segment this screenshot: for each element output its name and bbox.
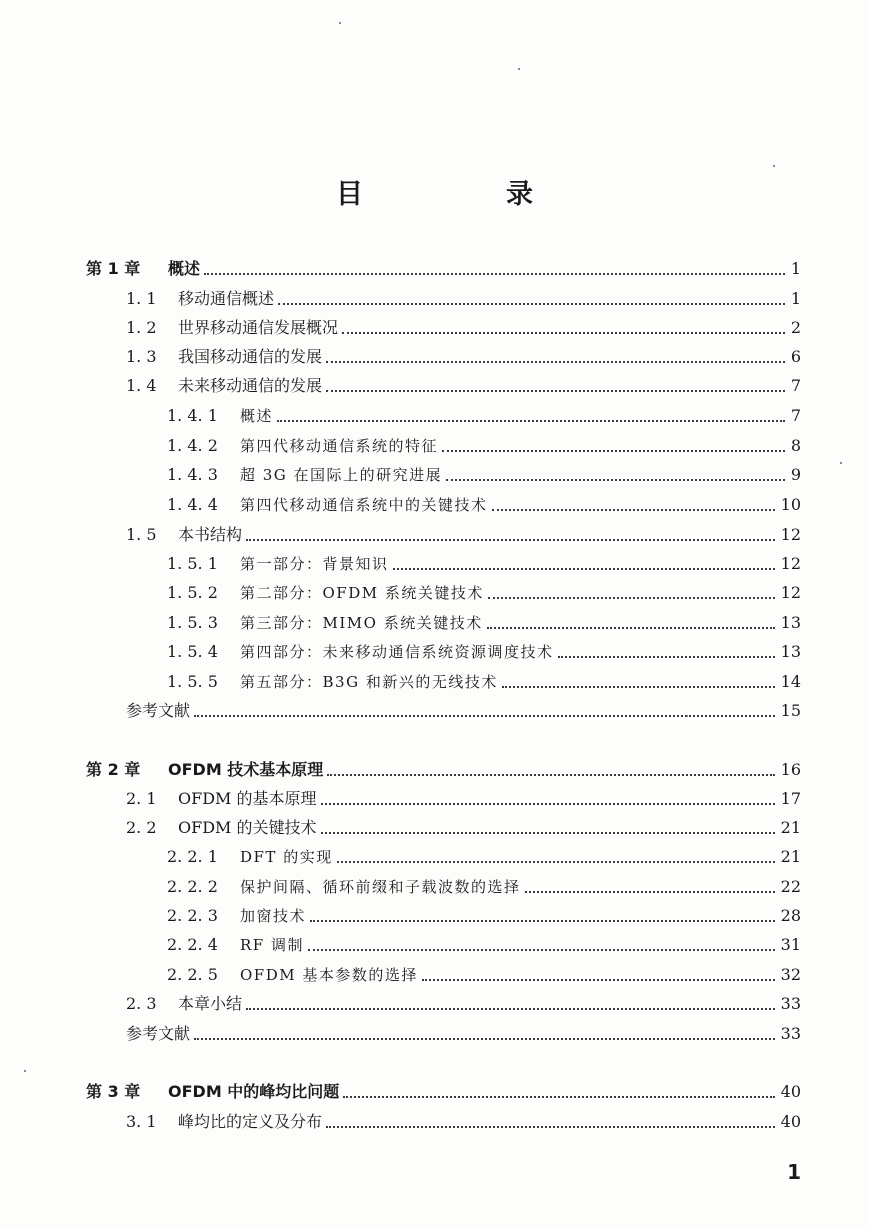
- toc-entry-number: 第 2 章: [86, 760, 141, 779]
- toc-dot-leader: [277, 420, 785, 422]
- toc-entry-row: [0, 785, 869, 813]
- scan-speck: [518, 68, 520, 70]
- toc-entry-page: 13: [780, 613, 801, 632]
- toc-entry-page: 9: [790, 465, 801, 484]
- toc-entry-title: 本书结构: [178, 525, 243, 544]
- toc-entry-number: 2. 2. 5: [167, 965, 218, 984]
- toc-entry-title: OFDM 的关键技术: [178, 818, 317, 837]
- toc-dot-leader: [502, 686, 775, 688]
- toc-entry-row: [0, 461, 869, 489]
- toc-entry-number: 1. 5. 5: [167, 672, 218, 691]
- toc-dot-leader: [492, 509, 775, 511]
- toc-entry-number: 2. 2. 1: [167, 847, 218, 866]
- toc-entry-title: 第三部分：MIMO 系统关键技术: [240, 614, 483, 632]
- toc-entry-page: 14: [780, 672, 801, 691]
- toc-entry-row: [0, 931, 869, 959]
- toc-dot-leader: [308, 949, 775, 951]
- toc-entry-row: [0, 402, 869, 430]
- toc-entry-number: 3. 1: [126, 1112, 157, 1131]
- toc-chapter-row: [0, 255, 869, 283]
- toc-dot-leader: [326, 390, 785, 392]
- toc-dot-leader: [246, 539, 775, 541]
- toc-dot-leader: [310, 920, 775, 922]
- toc-entry-number: 1. 4. 1: [167, 406, 218, 425]
- toc-entry-row: [0, 521, 869, 549]
- toc-entry-row: [0, 814, 869, 842]
- toc-entry-page: 13: [780, 642, 801, 661]
- page-title: 目 录: [336, 179, 591, 210]
- toc-dot-leader: [321, 803, 775, 805]
- toc-entry-row: [0, 873, 869, 901]
- toc-entry-page: 1: [790, 259, 801, 278]
- toc-entry-row: [0, 491, 869, 519]
- toc-entry-page: 28: [780, 906, 801, 925]
- toc-entry-row: [0, 432, 869, 460]
- toc-entry-number: 2. 3: [126, 994, 157, 1013]
- toc-dot-leader: [326, 1126, 775, 1128]
- toc-entry-row: [0, 343, 869, 371]
- toc-dot-leader: [337, 861, 775, 863]
- scan-speck: [773, 165, 775, 167]
- toc-entry-row: [0, 668, 869, 696]
- toc-entry-title: 未来移动通信的发展: [178, 376, 323, 395]
- toc-entry-page: 33: [780, 1024, 801, 1043]
- toc-entry-title: OFDM 技术基本原理: [168, 760, 324, 779]
- toc-entry-row: [0, 609, 869, 637]
- scan-speck: [686, 715, 688, 717]
- toc-entry-title: 保护间隔、循环前缀和子载波数的选择: [240, 878, 521, 896]
- toc-entry-page: 16: [780, 760, 801, 779]
- toc-entry-row: [0, 697, 869, 725]
- scan-speck: [840, 462, 842, 464]
- toc-entry-number: 1. 5. 4: [167, 642, 218, 661]
- toc-entry-page: 2: [790, 318, 801, 337]
- toc-entry-number: 2. 2: [126, 818, 157, 837]
- toc-entry-page: 12: [780, 525, 801, 544]
- toc-dot-leader: [321, 832, 775, 834]
- toc-entry-page: 15: [780, 701, 801, 720]
- toc-dot-leader: [204, 273, 785, 275]
- page-number: 1: [787, 1160, 801, 1184]
- toc-entry-row: [0, 843, 869, 871]
- toc-entry-row: [0, 1020, 869, 1048]
- toc-entry-page: 7: [790, 376, 801, 395]
- toc-entry-number: 1. 5. 1: [167, 554, 218, 573]
- scan-speck: [339, 22, 341, 24]
- toc-entry-row: [0, 1108, 869, 1136]
- toc-entry-title: 我国移动通信的发展: [178, 347, 323, 366]
- toc-entry-page: 7: [790, 406, 801, 425]
- toc-dot-leader: [558, 656, 775, 658]
- toc-entry-number: 2. 2. 2: [167, 877, 218, 896]
- toc-entry-title: 峰均比的定义及分布: [178, 1112, 323, 1131]
- toc-entry-title: 概述: [240, 407, 274, 425]
- toc-entry-page: 12: [780, 554, 801, 573]
- toc-entry-row: [0, 314, 869, 342]
- toc-entry-title: 第五部分：B3G 和新兴的无线技术: [240, 673, 498, 691]
- toc-entry-title: 第二部分：OFDM 系统关键技术: [240, 584, 484, 602]
- toc-dot-leader: [442, 450, 785, 452]
- toc-entry-number: 1. 4. 3: [167, 465, 218, 484]
- toc-entry-title: OFDM 的基本原理: [178, 789, 317, 808]
- toc-dot-leader: [194, 1038, 775, 1040]
- toc-entry-title: RF 调制: [240, 936, 304, 954]
- toc-entry-title: 第一部分：背景知识: [240, 555, 389, 573]
- toc-entry-title: OFDM 基本参数的选择: [240, 966, 418, 984]
- toc-entry-number: 1. 5: [126, 525, 157, 544]
- toc-entry-number: 1. 3: [126, 347, 157, 366]
- toc-entry-number: 1. 4. 2: [167, 436, 218, 455]
- toc-entry-number: 1. 4: [126, 376, 157, 395]
- toc-entry-row: [0, 638, 869, 666]
- toc-entry-page: 40: [780, 1082, 801, 1101]
- toc-entry-page: 21: [780, 847, 801, 866]
- toc-entry-number: 1. 1: [126, 289, 157, 308]
- toc-entry-number: 第 3 章: [86, 1082, 141, 1101]
- toc-entry-title: DFT 的实现: [240, 848, 333, 866]
- toc-entry-title: 世界移动通信发展概况: [178, 318, 339, 337]
- toc-dot-leader: [422, 979, 775, 981]
- toc-entry-row: [0, 990, 869, 1018]
- toc-entry-number: 1. 5. 2: [167, 583, 218, 602]
- toc-entry-page: 31: [780, 935, 801, 954]
- toc-entry-number: 1. 5. 3: [167, 613, 218, 632]
- toc-entry-title: 超 3G 在国际上的研究进展: [240, 466, 443, 484]
- toc-chapter-row: [0, 1078, 869, 1106]
- toc-entry-row: [0, 285, 869, 313]
- toc-entry-page: 12: [780, 583, 801, 602]
- toc-dot-leader: [327, 774, 774, 776]
- toc-entry-page: 32: [780, 965, 801, 984]
- toc-dot-leader: [487, 627, 775, 629]
- toc-dot-leader: [326, 361, 785, 363]
- toc-entry-page: 21: [780, 818, 801, 837]
- toc-entry-title: 本章小结: [178, 994, 243, 1013]
- toc-dot-leader: [488, 597, 775, 599]
- toc-entry-number: 第 1 章: [86, 259, 141, 278]
- toc-entry-title: 移动通信概述: [178, 289, 275, 308]
- toc-entry-row: [0, 550, 869, 578]
- toc-entry-row: [0, 372, 869, 400]
- toc-entry-page: 40: [780, 1112, 801, 1131]
- toc-entry-title: 第四部分：未来移动通信系统资源调度技术: [240, 643, 554, 661]
- toc-entry-page: 22: [780, 877, 801, 896]
- toc-entry-number: 2. 2. 4: [167, 935, 218, 954]
- toc-entry-page: 33: [780, 994, 801, 1013]
- toc-entry-page: 8: [790, 436, 801, 455]
- toc-entry-number: 2. 1: [126, 789, 157, 808]
- toc-entry-row: [0, 961, 869, 989]
- toc-entry-page: 1: [790, 289, 801, 308]
- toc-dot-leader: [278, 303, 785, 305]
- toc-entry-page: 10: [780, 495, 801, 514]
- toc-dot-leader: [343, 1096, 774, 1098]
- toc-entry-title: OFDM 中的峰均比问题: [168, 1082, 340, 1101]
- toc-entry-title: 第四代移动通信系统的特征: [240, 437, 439, 455]
- toc-dot-leader: [446, 479, 785, 481]
- toc-entry-page: 6: [790, 347, 801, 366]
- toc-entry-row: [0, 902, 869, 930]
- toc-entry-number: 1. 2: [126, 318, 157, 337]
- toc-chapter-row: [0, 756, 869, 784]
- toc-entry-title: 加窗技术: [240, 907, 307, 925]
- toc-entry-title: 参考文献: [126, 701, 191, 720]
- toc-entry-page: 17: [780, 789, 801, 808]
- toc-dot-leader: [246, 1008, 775, 1010]
- toc-dot-leader: [525, 891, 775, 893]
- scan-speck: [24, 1070, 26, 1072]
- toc-dot-leader: [342, 332, 785, 334]
- toc-dot-leader: [393, 568, 775, 570]
- toc-entry-title: 概述: [168, 259, 201, 278]
- toc-entry-number: 1. 4. 4: [167, 495, 218, 514]
- toc-entry-title: 参考文献: [126, 1024, 191, 1043]
- toc-entry-row: [0, 579, 869, 607]
- toc-entry-title: 第四代移动通信系统中的关键技术: [240, 496, 488, 514]
- toc-entry-number: 2. 2. 3: [167, 906, 218, 925]
